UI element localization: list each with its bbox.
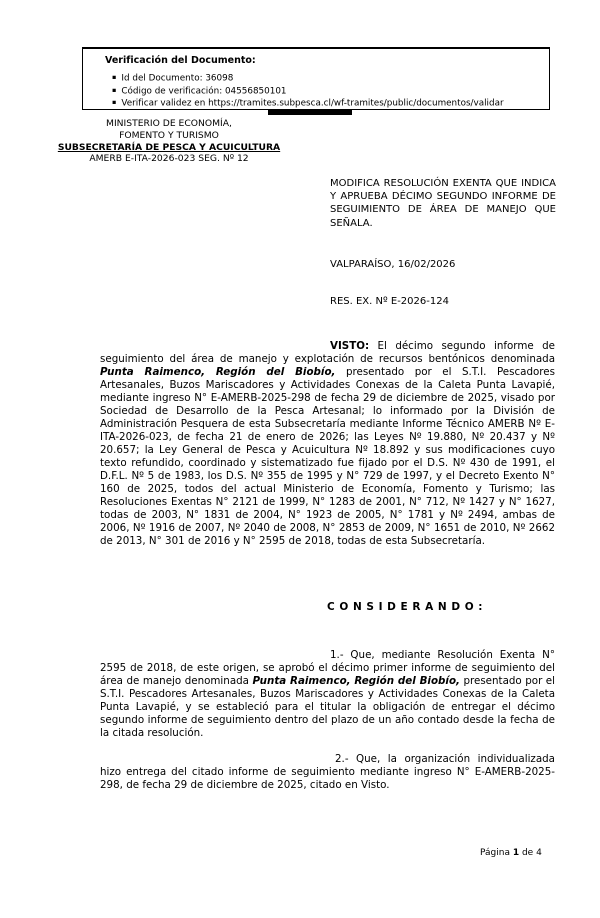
management-area-name: Punta Raimenco, Región del Biobío,	[100, 366, 336, 379]
page-indicator-suffix: de 4	[519, 848, 542, 858]
management-area-name: Punta Raimenco, Región del Biobío,	[252, 675, 460, 688]
verification-list	[83, 72, 549, 110]
scan-artifact-mark	[268, 109, 352, 115]
verification-item-document-id	[112, 72, 549, 85]
considerando-paragraph-2: 2.- Que, la organización individualizada hizo entrega del citado informe de seguimiento mediante ingreso N° E-AMERB-2025-298, de fecha 29 de diciembre de 2025, citado en Visto.	[100, 753, 555, 792]
letterhead-amerb-reference: AMERB E-ITA-2026-023 SEG. Nº 12	[89, 153, 249, 165]
page-number: 1	[512, 848, 520, 858]
bullet-icon: ▪	[112, 98, 117, 106]
verification-item-label: Id del Documento: 36098	[121, 73, 234, 84]
considerando-1-text-2: presentado por el S.T.I. Pescadores Artesanales, Buzos Mariscadores y Actividades Conexas de la Caleta Punta Lavapié, y se estableció para el titular la obligación de entregar el décimo segundo informe de seguimiento dentro del plazo de un año contado desde la fecha de la citada resolución.	[100, 675, 556, 740]
visto-paragraph	[100, 340, 555, 548]
verification-box	[82, 47, 550, 110]
place-and-date: VALPARAÍSO, 16/02/2026	[330, 259, 456, 270]
resolution-number: RES. EX. Nº E-2026-124	[330, 296, 449, 307]
visto-label: VISTO:	[330, 340, 370, 353]
visto-text-2: presentado por el S.T.I. Pescadores Artesanales, Buzos Mariscadores y Actividades Conexas de la Caleta Punta Lavapié, mediante ingreso N° E-AMERB-2025-298 de fecha 29 de diciembre de 2025, visado por Sociedad de Desarrollo de la Pesca Artesanal; lo informado por la División de Administración Pesquera de esta Subsecretaría mediante Informe Técnico AMERB Nº E-ITA-2026-023, de fecha 21 de enero de 2026; las Leyes Nº 19.880, Nº 20.437 y Nº 20.657; la Ley General de Pesca y Acuicultura Nº 18.892 y sus modificaciones cuyo texto refundido, coordinado y sistematizado fue fijado por el D.S. Nº 430 de 1991, el D.F.L. Nº 5 de 1983, los D.S. Nº 355 de 1995 y N° 729 de 1997, y el Decreto Exento N° 160 de 2025, todos del actual Ministerio de Economía, Fomento y Turismo; las Resoluciones Exentas N° 2121 de 1999, N° 1283 de 2001, N° 712, Nº 1427 y N° 1627, todas de 2003, N° 1831 de 2004, N° 1923 de 2005, N° 1781 y Nº 2494, ambas de 2006, Nº 1916 de 2007, Nº 2040 de 2008, N° 2853 de 2009, N° 1651 de 2010, Nº 2662 de 2013, N° 301 de 2016 y N° 2595 de 2018, todas de esta Subsecretaría.	[100, 366, 556, 548]
resolution-subject: MODIFICA RESOLUCIÓN EXENTA QUE INDICA Y APRUEBA DÉCIMO SEGUNDO INFORME DE SEGUIMIENTO DE ÁREA DE MANEJO QUE SEÑALA.	[330, 178, 556, 229]
considerando-1-text-1: 1.- Que, mediante Resolución Exenta N° 2595 de 2018, de este origen, se aprobó el décimo primer informe de seguimiento del área de manejo denominada	[100, 649, 555, 688]
visto-text-1: El décimo segundo informe de seguimiento del área de manejo y explotación de recursos bentónicos denominada	[100, 340, 555, 366]
verification-item-label: Verificar validez en https://tramites.subpesca.cl/wf-tramites/public/documentos/validar	[121, 98, 504, 109]
letterhead-ministry-line1: MINISTERIO DE ECONOMÍA,	[106, 118, 232, 129]
considerando-heading: C O N S I D E R A N D O :	[327, 601, 483, 613]
letterhead-ministry-line2: FOMENTO Y TURISMO	[119, 129, 219, 141]
bullet-icon: ▪	[112, 73, 117, 81]
letterhead-subsecretaria: SUBSECRETARÍA DE PESCA Y ACUICULTURA	[57, 141, 281, 153]
verification-item-url	[112, 97, 549, 110]
verification-title: Verificación del Documento:	[105, 55, 256, 66]
verification-item-code	[112, 85, 549, 98]
considerando-paragraph-1	[100, 649, 555, 740]
page-footer	[480, 848, 542, 858]
verification-item-label: Código de verificación: 04556850101	[121, 86, 287, 96]
letterhead	[40, 118, 298, 165]
bullet-icon: ▪	[112, 85, 117, 94]
page-indicator-prefix: Página	[480, 848, 513, 858]
